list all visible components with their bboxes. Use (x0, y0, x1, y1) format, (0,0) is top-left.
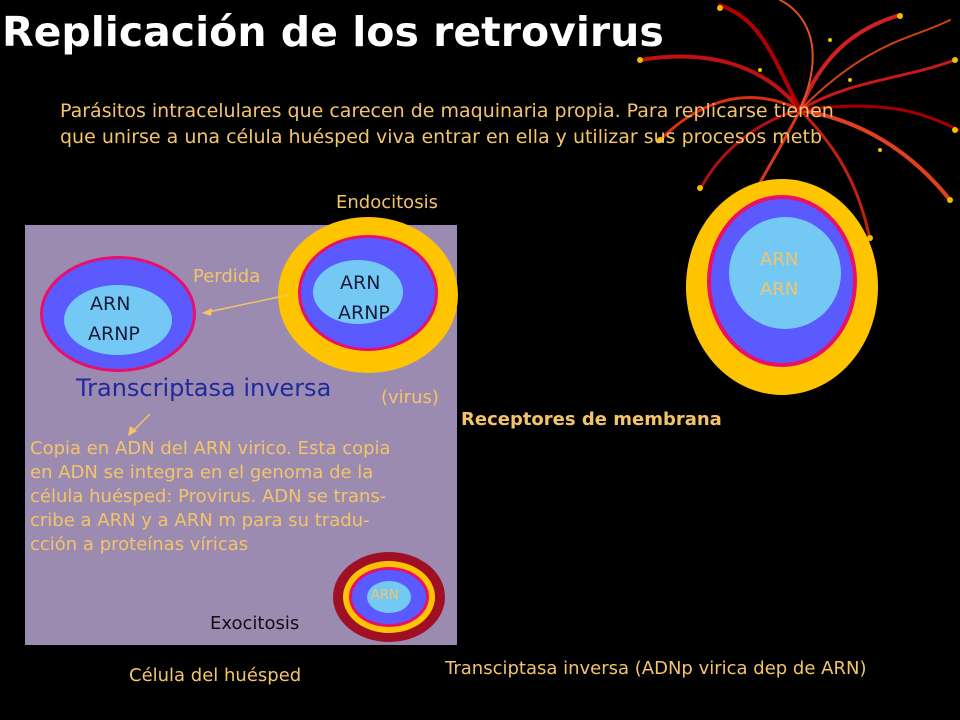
entering-particle-line2: ARNP (338, 302, 390, 324)
paragraph-line: célula huésped: Provirus. ADN se trans- (30, 486, 387, 507)
celula-label: Célula del huésped (129, 665, 302, 686)
paragraph-line: Copia en ADN del ARN virico. Esta copia (30, 438, 391, 459)
intro-line-2: que unirse a una célula huésped viva entrar en ella y utilizar sus procesos metb (60, 126, 823, 148)
left-particle-line1: ARN (90, 293, 131, 315)
left-particle-line2: ARNP (88, 323, 140, 345)
intro-line-1: Parásitos intracelulares que carecen de maquinaria propia. Para replicarse tienen (60, 100, 834, 122)
transcriptasa-arrow (132, 414, 150, 432)
entering-particle-line1: ARN (340, 272, 381, 294)
receptores-label: Receptores de membrana (461, 409, 722, 430)
transcriptasa-label: Transcriptasa inversa (76, 374, 332, 402)
footer-transcriptasa: Transciptasa inversa (ADNp virica dep de ARN) (445, 658, 867, 679)
paragraph-line: cribe a ARN y a ARN m para su tradu- (30, 510, 370, 531)
exocitosis-label: Exocitosis (210, 613, 300, 634)
perdida-label: Perdida (193, 266, 261, 287)
budding-particle-label: ARN (371, 588, 399, 603)
free-particle-line2: ARN (760, 279, 799, 300)
provirus-paragraph (30, 437, 460, 557)
slide-title: Replicación de los retrovirus (2, 8, 664, 56)
paragraph-line: cción a proteínas víricas (30, 534, 249, 555)
virus-label: (virus) (381, 387, 439, 408)
free-particle-line1: ARN (760, 249, 799, 270)
perdida-arrow (208, 295, 288, 312)
paragraph-line: en ADN se integra en el genoma de la (30, 462, 374, 483)
endocitosis-label: Endocitosis (336, 192, 438, 213)
free-virus-core (729, 217, 841, 329)
